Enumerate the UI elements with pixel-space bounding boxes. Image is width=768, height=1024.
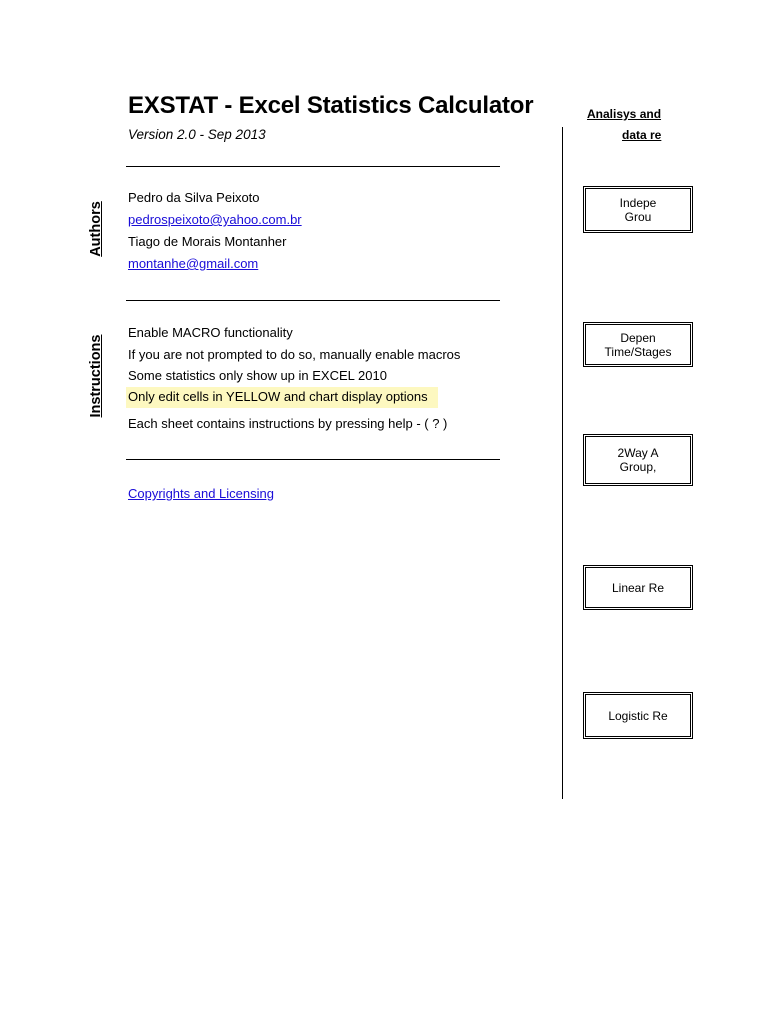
dependent-time-stages-button[interactable]	[583, 322, 693, 367]
instruction-line-4: Only edit cells in YELLOW and chart display options	[128, 389, 428, 404]
analysis-panel	[564, 100, 672, 800]
author1-email-link[interactable]: pedrospeixoto@yahoo.com.br	[128, 212, 302, 227]
instructions-section-label: Instructions	[88, 334, 104, 418]
copyright-link[interactable]: Copyrights and Licensing	[128, 486, 274, 501]
instruction-line-5: Each sheet contains instructions by pressing help - ( ? )	[128, 416, 448, 431]
button-label-line2: Time/Stages	[604, 344, 672, 359]
panel-heading-line2: data re	[622, 128, 662, 142]
instruction-line-3: Some statistics only show up in EXCEL 2010	[128, 368, 387, 383]
independent-groups-button[interactable]	[583, 186, 693, 233]
two-way-anova-button[interactable]	[583, 434, 693, 486]
divider-top	[126, 166, 500, 167]
instruction-line-2: If you are not prompted to do so, manually enable macros	[128, 347, 461, 362]
button-label-line1: Depen	[620, 330, 656, 345]
panel-heading-line1: Analisys and	[587, 107, 662, 121]
divider-middle	[126, 300, 500, 301]
logistic-regression-button[interactable]	[583, 692, 693, 739]
version-text: Version 2.0 - Sep 2013	[128, 127, 266, 142]
authors-section-label: Authors	[88, 201, 104, 257]
button-label-line2: Group,	[619, 460, 657, 474]
linear-regression-button[interactable]	[583, 565, 693, 610]
author2-name: Tiago de Morais Montanher	[128, 234, 287, 249]
button-label-line2: Grou	[624, 209, 652, 224]
button-label-line1: 2Way A	[617, 446, 659, 460]
author1-name: Pedro da Silva Peixoto	[128, 190, 260, 205]
button-label-line1: Linear Re	[611, 580, 665, 595]
panel-divider	[562, 127, 563, 799]
instruction-line-1: Enable MACRO functionality	[128, 325, 293, 340]
page-title: EXSTAT - Excel Statistics Calculator	[128, 92, 534, 119]
button-label-line1: Logistic Re	[608, 708, 668, 723]
divider-bottom	[126, 459, 500, 460]
button-label-line1: Indepe	[619, 195, 657, 210]
author2-email-link[interactable]: montanhe@gmail.com	[128, 256, 259, 271]
